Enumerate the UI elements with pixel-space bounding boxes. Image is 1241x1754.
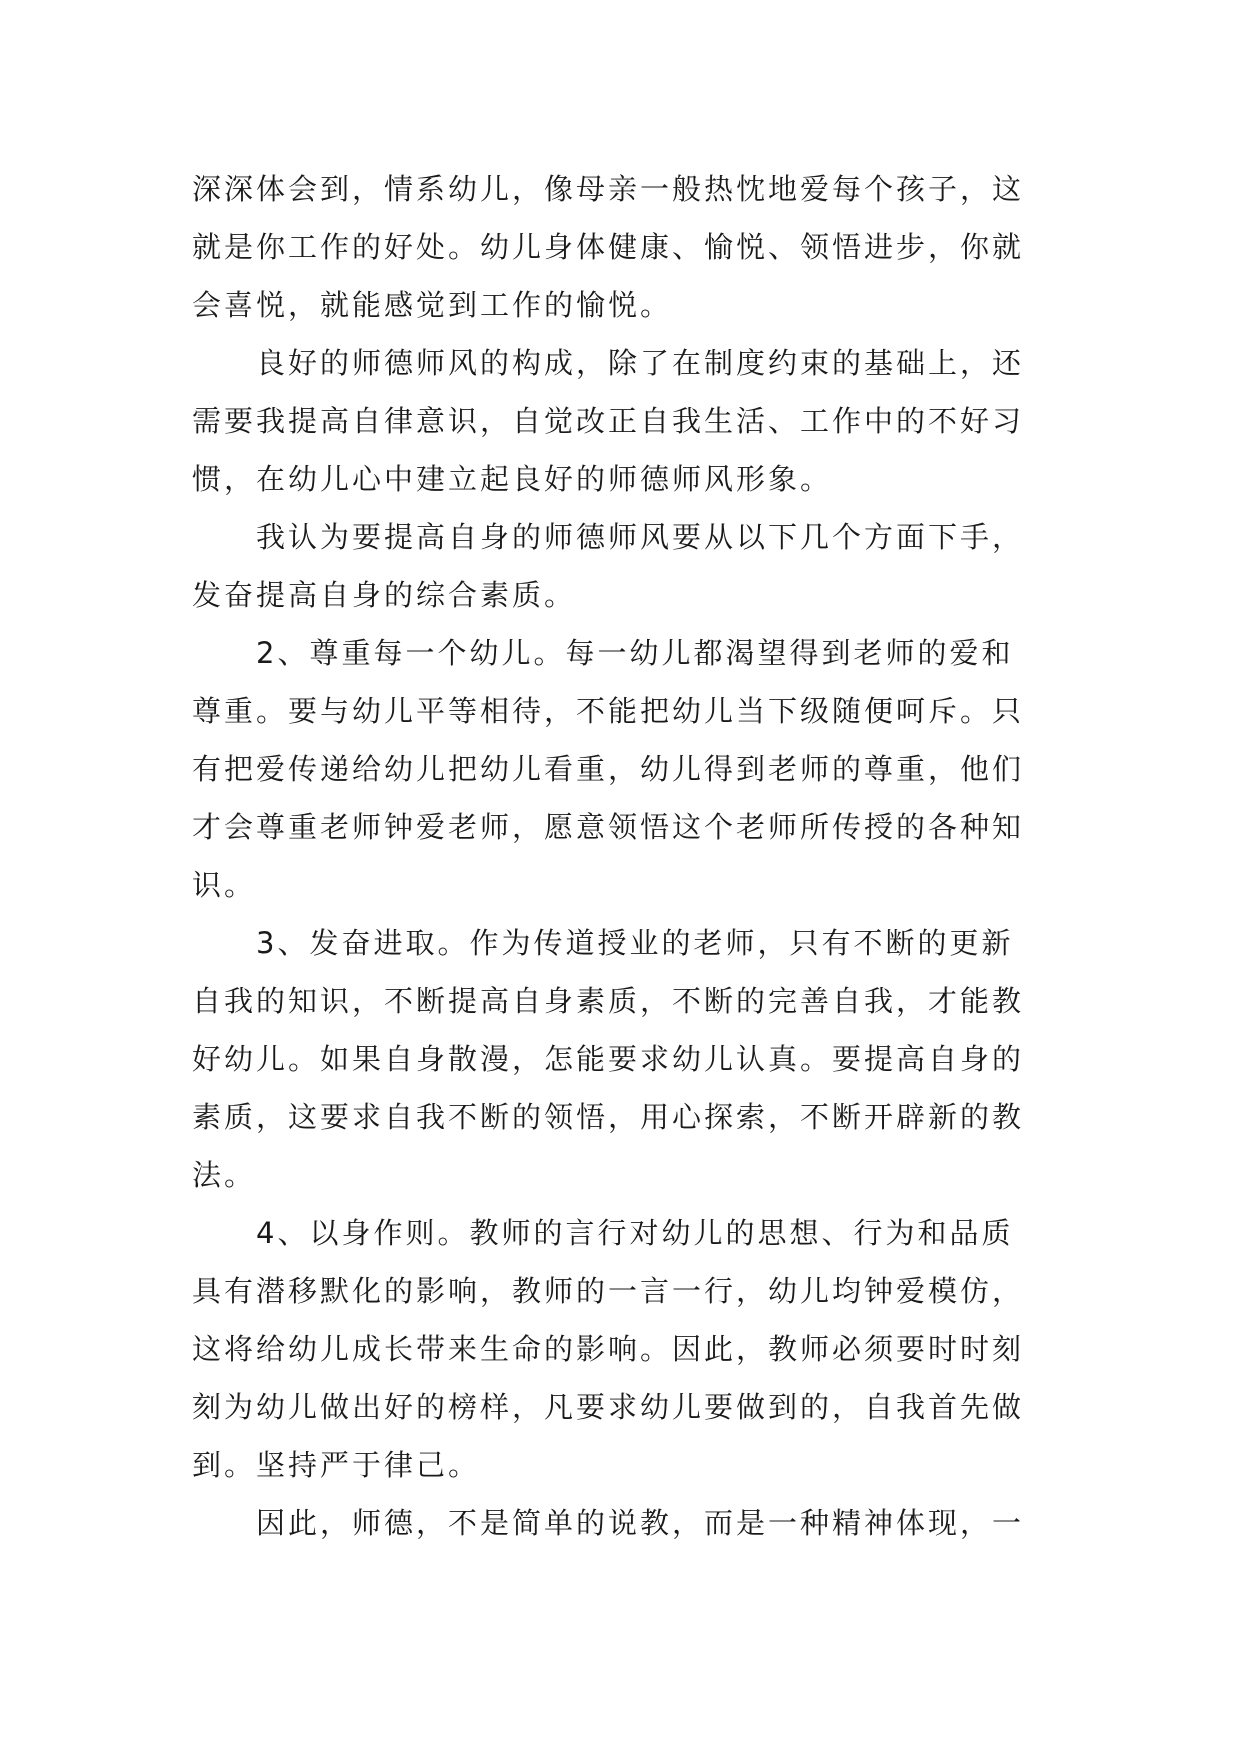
- text-line: 到。坚持严于律己。: [192, 1448, 481, 1482]
- text-line: 4、以身作则。教师的言行对幼儿的思想、行为和品质: [256, 1216, 1014, 1250]
- text-line: 2、尊重每一个幼儿。每一幼儿都渴望得到老师的爱和: [256, 636, 1014, 670]
- paragraph: [192, 334, 1050, 508]
- text-line: 因此，师德，不是简单的说教，而是一种精神体现，一: [256, 1506, 1025, 1540]
- text-line: 素质，这要求自我不断的领悟，用心探索，不断开辟新的教: [192, 1100, 1025, 1134]
- text-line: 刻为幼儿做出好的榜样，凡要求幼儿要做到的，自我首先做: [192, 1390, 1025, 1424]
- paragraph: [192, 160, 1050, 334]
- text-line: 3、发奋进取。作为传道授业的老师，只有不断的更新: [256, 926, 1014, 960]
- document-body: [192, 160, 1050, 1552]
- text-line: 才会尊重老师钟爱老师，愿意领悟这个老师所传授的各种知: [192, 810, 1025, 844]
- text-line: 自我的知识，不断提高自身素质，不断的完善自我，才能教: [192, 984, 1025, 1018]
- paragraph: [192, 624, 1050, 914]
- text-line: 就是你工作的好处。幼儿身体健康、愉悦、领悟进步，你就: [192, 230, 1025, 264]
- text-line: 法。: [192, 1158, 257, 1192]
- text-line: 我认为要提高自身的师德师风要从以下几个方面下手，: [256, 520, 1025, 554]
- text-line: 惯，在幼儿心中建立起良好的师德师风形象。: [192, 462, 833, 496]
- text-line: 具有潜移默化的影响，教师的一言一行，幼儿均钟爱模仿，: [192, 1274, 1025, 1308]
- paragraph: [192, 1204, 1050, 1494]
- text-line: 会喜悦，就能感觉到工作的愉悦。: [192, 288, 673, 322]
- text-line: 深深体会到，情系幼儿，像母亲一般热忱地爱每个孩子，这: [192, 172, 1025, 206]
- text-line: 良好的师德师风的构成，除了在制度约束的基础上，还: [256, 346, 1025, 380]
- text-line: 有把爱传递给幼儿把幼儿看重，幼儿得到老师的尊重，他们: [192, 752, 1025, 786]
- paragraph: [192, 1494, 1050, 1552]
- text-line: 需要我提高自律意识，自觉改正自我生活、工作中的不好习: [192, 404, 1025, 438]
- paragraph: [192, 508, 1050, 624]
- paragraph: [192, 914, 1050, 1204]
- text-line: 尊重。要与幼儿平等相待，不能把幼儿当下级随便呵斥。只: [192, 694, 1025, 728]
- text-line: 这将给幼儿成长带来生命的影响。因此，教师必须要时时刻: [192, 1332, 1025, 1366]
- text-line: 好幼儿。如果自身散漫，怎能要求幼儿认真。要提高自身的: [192, 1042, 1025, 1076]
- text-line: 发奋提高自身的综合素质。: [192, 578, 577, 612]
- text-line: 识。: [192, 868, 257, 902]
